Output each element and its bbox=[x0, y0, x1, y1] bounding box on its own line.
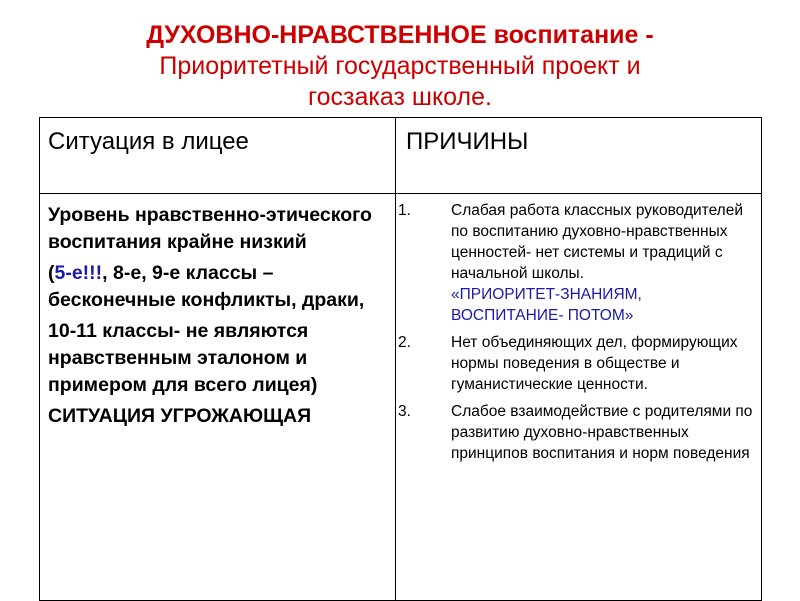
header-situation-label: Ситуация в лицее bbox=[48, 128, 249, 155]
reason-number: 3. bbox=[398, 403, 411, 420]
header-cell-situation bbox=[40, 118, 396, 194]
reasons-cell bbox=[396, 194, 762, 601]
title-line-1: ДУХОВНО-НРАВСТВЕННОЕ воспитание - bbox=[146, 21, 654, 49]
situation-cell bbox=[40, 194, 396, 601]
situation-paragraph-2 bbox=[48, 260, 389, 314]
reason-slogan: «ПРИОРИТЕТ-ЗНАНИЯМ, ВОСПИТАНИЕ- ПОТОМ» bbox=[451, 286, 642, 324]
situation-paragraph-2-rest: , 8-е, 9-е классы – бесконечные конфликты, драки, bbox=[48, 262, 365, 311]
title-line-2: Приоритетный государственный проект и bbox=[159, 52, 641, 80]
reason-text: Нет объединяющих дел, формирующих нормы поведения в обществе и гуманистические ценности. bbox=[451, 334, 738, 393]
situation-paragraph-1: Уровень нравственно-этического воспитания крайне низкий bbox=[48, 204, 372, 253]
situation-highlight: 5-е!!! bbox=[54, 262, 103, 284]
situation-verdict: СИТУАЦИЯ УГРОЖАЮЩАЯ bbox=[48, 405, 312, 427]
reason-text: Слабое взаимодействие с родителями по развитию духовно-нравственных принципов воспитания и норм поведения bbox=[451, 403, 753, 462]
table-header-row bbox=[40, 118, 762, 194]
reason-number: 1. bbox=[398, 202, 411, 219]
situation-reasons-table bbox=[39, 117, 762, 601]
slide-title bbox=[40, 20, 760, 113]
title-line-3: госзаказ школе. bbox=[308, 83, 492, 111]
reasons-list bbox=[396, 194, 761, 464]
reason-number: 2. bbox=[398, 334, 411, 351]
header-cell-reasons bbox=[396, 118, 762, 194]
list-item bbox=[396, 401, 755, 464]
list-item bbox=[396, 200, 755, 326]
header-reasons-label: ПРИЧИНЫ bbox=[406, 128, 529, 155]
reason-text: Слабая работа классных руководителей по воспитанию духовно-нравственных ценностей- нет системы и традиций с начальной школы. bbox=[451, 202, 743, 282]
table-body-row bbox=[40, 194, 762, 601]
situation-paragraph-3: 10-11 классы- не являются нравственным эталоном и примером для всего лицея) bbox=[48, 320, 318, 396]
list-item bbox=[396, 332, 755, 395]
paren-open: ( bbox=[48, 262, 55, 284]
